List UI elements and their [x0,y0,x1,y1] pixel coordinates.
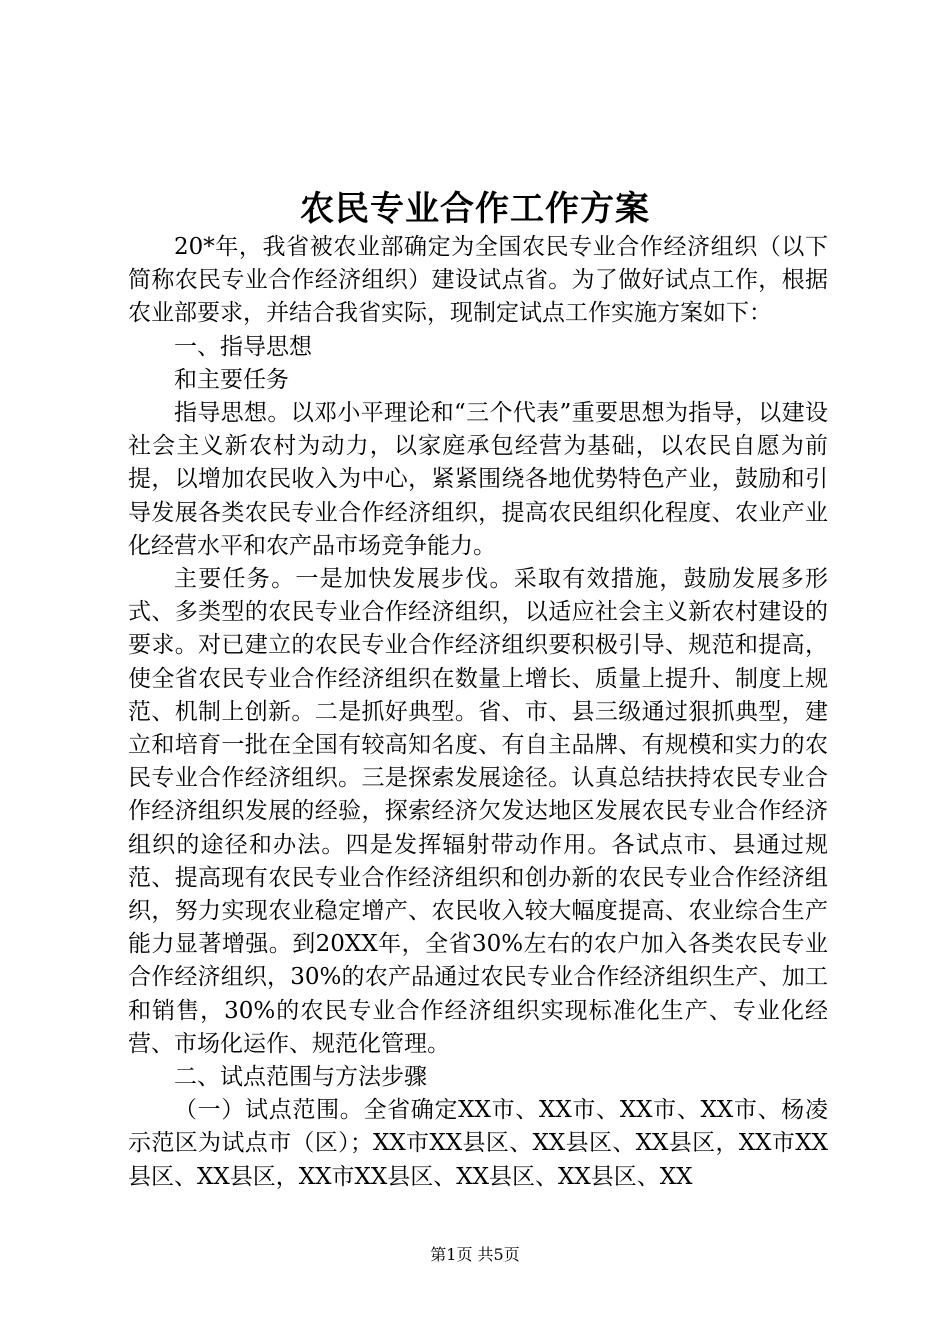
document-body [128,231,828,1194]
section-heading-1: 一、指导思想 [174,333,312,360]
section-heading-2: 二、试点范围与方法步骤 [174,1064,427,1091]
document-title: 农民专业合作工作方案 [300,189,650,229]
paragraph-main-tasks: 主要任务。一是加快发展步伐。采取有效措施，鼓励发展多形式、多类型的农民专业合作经济组织，以适应社会主义新农村建设的要求。对已建立的农民专业合作经济组织要积极引导、规范和提高，使全省农民专业合作经济组织在数量上增长、质量上提升、制度上规范、机制上创新。二是抓好典型。省、市、县三级通过狠抓典型，建立和培育一批在全国有较高知名度、有自主品牌、有规模和实力的农民专业合作经济组织。三是探索发展途径。认真总结扶持农民专业合作经济组织发展的经验，探索经济欠发达地区发展农民专业合作经济组织的途径和办法。四是发挥辐射带动作用。各试点市、县通过规范、提高现有农民专业合作经济组织和创办新的农民专业合作经济组织，努力实现农业稳定增产、农民收入较大幅度提高、农业综合生产能力显著增强。到20XX年，全省30%左右的农户加入各类农民专业合作经济组织，30%的农产品通过农民专业合作经济组织生产、加工和销售，30%的农民专业合作经济组织实现标准化生产、专业化经营、市场化运作、规范化管理。 [128,566,828,1057]
paragraph-pilot-scope: （一）试点范围。全省确定XX市、XX市、XX市、XX市、杨凌示范区为试点市（区）；XX市XX县区、XX县区、XX县区，XX市XX县区、XX县区，XX市XX县区、XX县区、XX县区、XX [128,1097,828,1190]
page-number: 第1页 共5页 [430,1245,520,1264]
paragraph-guiding-thought: 指导思想。以邓小平理论和“三个代表”重要思想为指导，以建设社会主义新农村为动力，以家庭承包经营为基础，以农民自愿为前提，以增加农民收入为中心，紧紧围绕各地优势特色产业，鼓励和引导发展各类农民专业合作经济组织，提高农民组织化程度、农业产业化经营水平和农产品市场竞争能力。 [128,400,828,559]
section-heading-1-continued: 和主要任务 [174,366,289,393]
paragraph-intro: 20*年，我省被农业部确定为全国农民专业合作经济组织（以下简称农民专业合作经济组织）建设试点省。为了做好试点工作，根据农业部要求，并结合我省实际，现制定试点工作实施方案如下： [128,234,828,327]
